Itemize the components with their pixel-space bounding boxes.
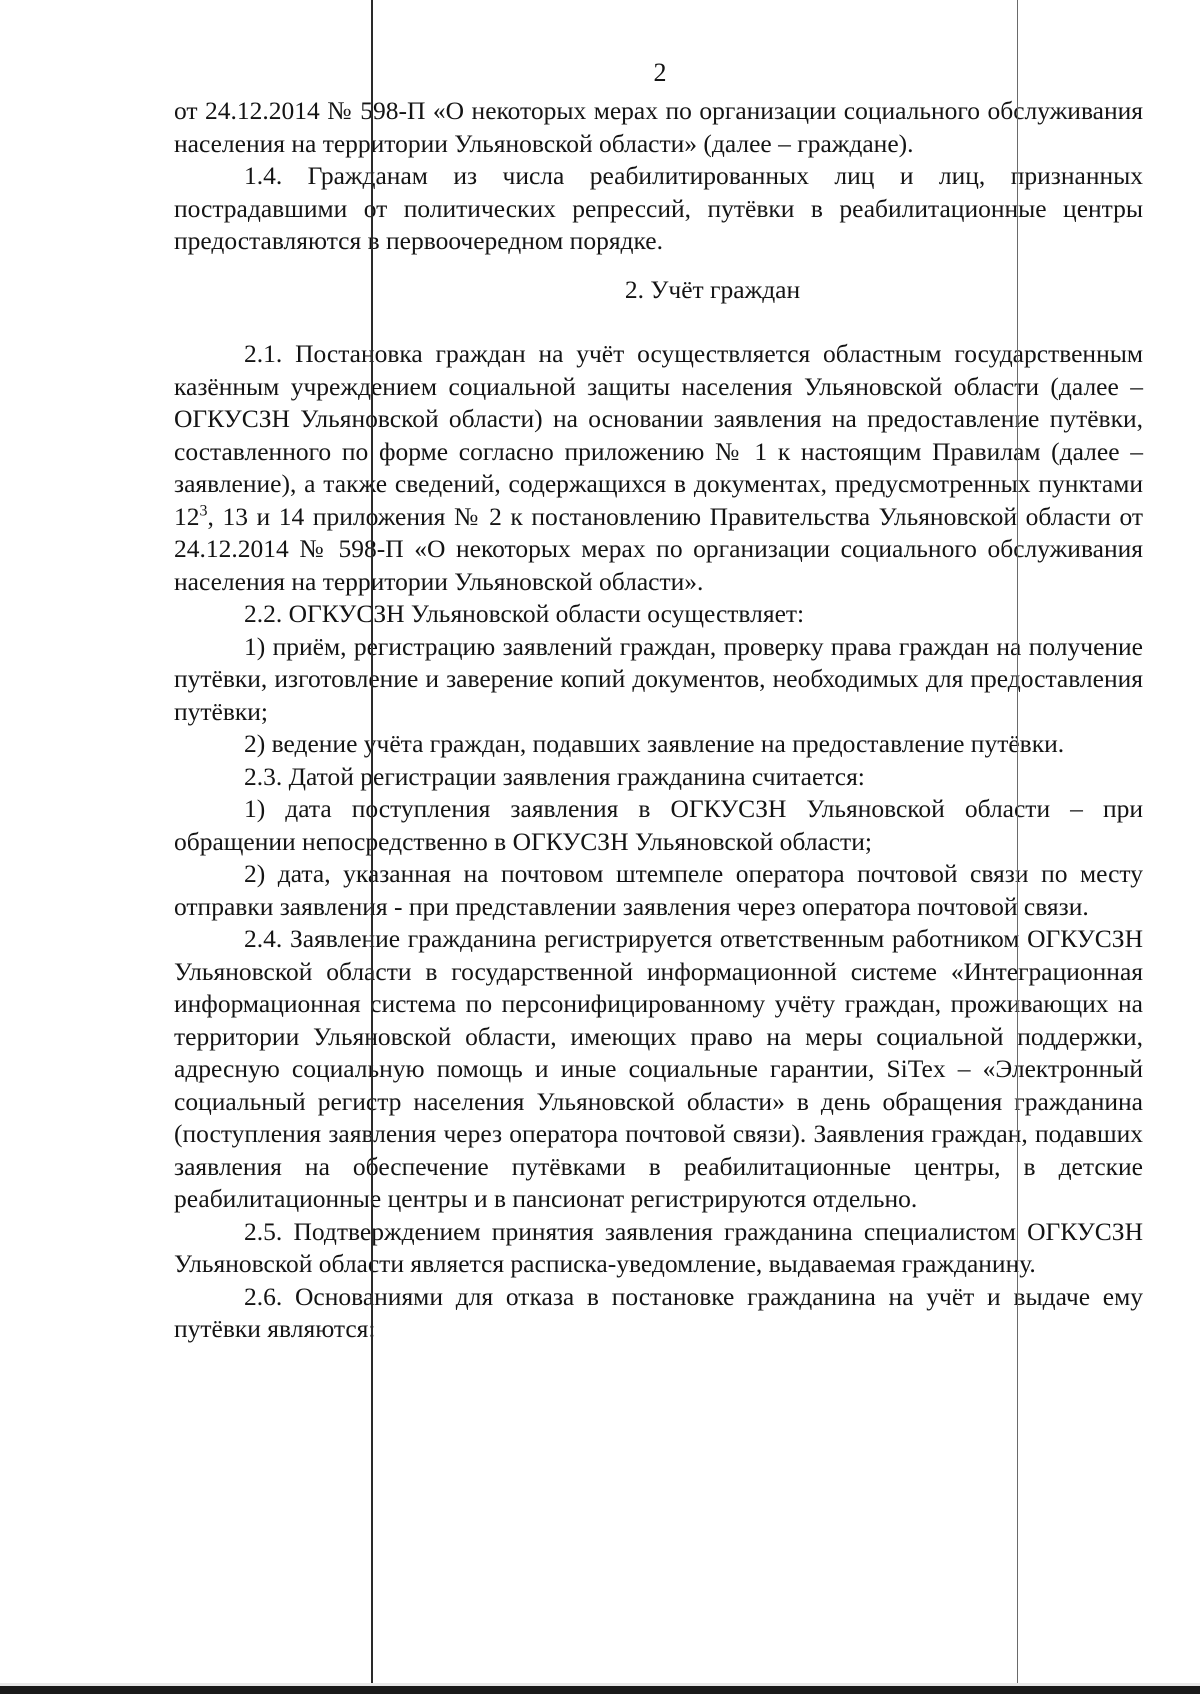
paragraph-2-2-item-1: 1) приём, регистрацию заявлений граждан, проверку права граждан на получение путёвки, изготовление и заверение копий документов, необходимых для предоставления путёвки;: [174, 631, 1143, 726]
paragraph-2-5: 2.5. Подтверждением принятия заявления гражданина специалистом ОГКУСЗН Ульяновской области является расписка-уведомление, выдаваемая гражданину.: [174, 1216, 1143, 1278]
paragraph-2-2-item-2: 2) ведение учёта граждан, подавших заявление на предоставление путёвки.: [244, 729, 1065, 758]
paragraph-2-3-item-1: 1) дата поступления заявления в ОГКУСЗН Ульяновской области – при обращении непосредственно в ОГКУСЗН Ульяновской области;: [174, 794, 1143, 856]
paragraph-2-1-part-a: 2.1. Постановка граждан на учёт осуществляется областным государственным казённым учреждением социальной защиты населения Ульяновской области (далее – ОГКУСЗН Ульяновской области) на основании заявления на предоставление путёвки, составленного по форме согласно приложению № 1 к настоящим Правилам (далее – заявление), а также сведений, содержащихся в документах, предусмотренных пунктами 12: [174, 339, 1143, 531]
scan-edge-bar: [0, 1686, 1200, 1694]
section-heading: 2. Учёт граждан: [624, 274, 801, 304]
paragraph-2-4: 2.4. Заявление гражданина регистрируется ответственным работником ОГКУСЗН Ульяновской области в государственной информационной системе «Интеграционная информационная система по персонифицированному учёту граждан, проживающих на территории Ульяновской области, имеющих право на меры социальной поддержки, адресную социальную помощь и иные социальные гарантии, SiTex – «Электронный социальный регистр населения Ульяновской области» в день обращения гражданина (поступления заявления через оператора почтовой связи). Заявления граждан, подавших заявления на обеспечение путёвками в реабилитационные центры, в детские реабилитационные центры и в пансионат регистрируются отдельно.: [174, 924, 1143, 1213]
paragraph-2-3-item-2: 2) дата, указанная на почтовом штемпеле оператора почтовой связи по месту отправки заявления - при представлении заявления через оператора почтовой связи.: [174, 859, 1143, 921]
superscript: 3: [199, 502, 208, 519]
paragraph-2-6: 2.6. Основаниями для отказа в постановке гражданина на учёт и выдаче ему путёвки являются:: [174, 1281, 1143, 1343]
page-number: 2: [653, 58, 667, 87]
paragraph-2-2: 2.2. ОГКУСЗН Ульяновской области осуществляет:: [244, 599, 805, 628]
paragraph-continuation: от 24.12.2014 № 598-П «О некоторых мерах по организации социального обслуживания населения на территории Ульяновской области» (далее – граждане).: [174, 96, 1143, 158]
scan-fold-line-left: [371, 0, 373, 1694]
paragraph-2-1-part-b: , 13 и 14 приложения № 2 к постановлению Правительства Ульяновской области от 24.12.2014 № 598-П «О некоторых мерах по организации социального обслуживания населения на территории Ульяновской области».: [174, 501, 1143, 596]
scan-fold-line-right: [1017, 0, 1018, 1694]
paragraph-2-1: [174, 338, 1143, 598]
paragraph-1-4: 1.4. Гражданам из числа реабилитированных лиц и лиц, признанных пострадавшими от политических репрессий, путёвки в реабилитационные центры предоставляются в первоочередном порядке.: [174, 161, 1143, 255]
document-body: [174, 95, 1143, 1346]
paragraph-2-3: 2.3. Датой регистрации заявления гражданина считается:: [244, 761, 865, 791]
